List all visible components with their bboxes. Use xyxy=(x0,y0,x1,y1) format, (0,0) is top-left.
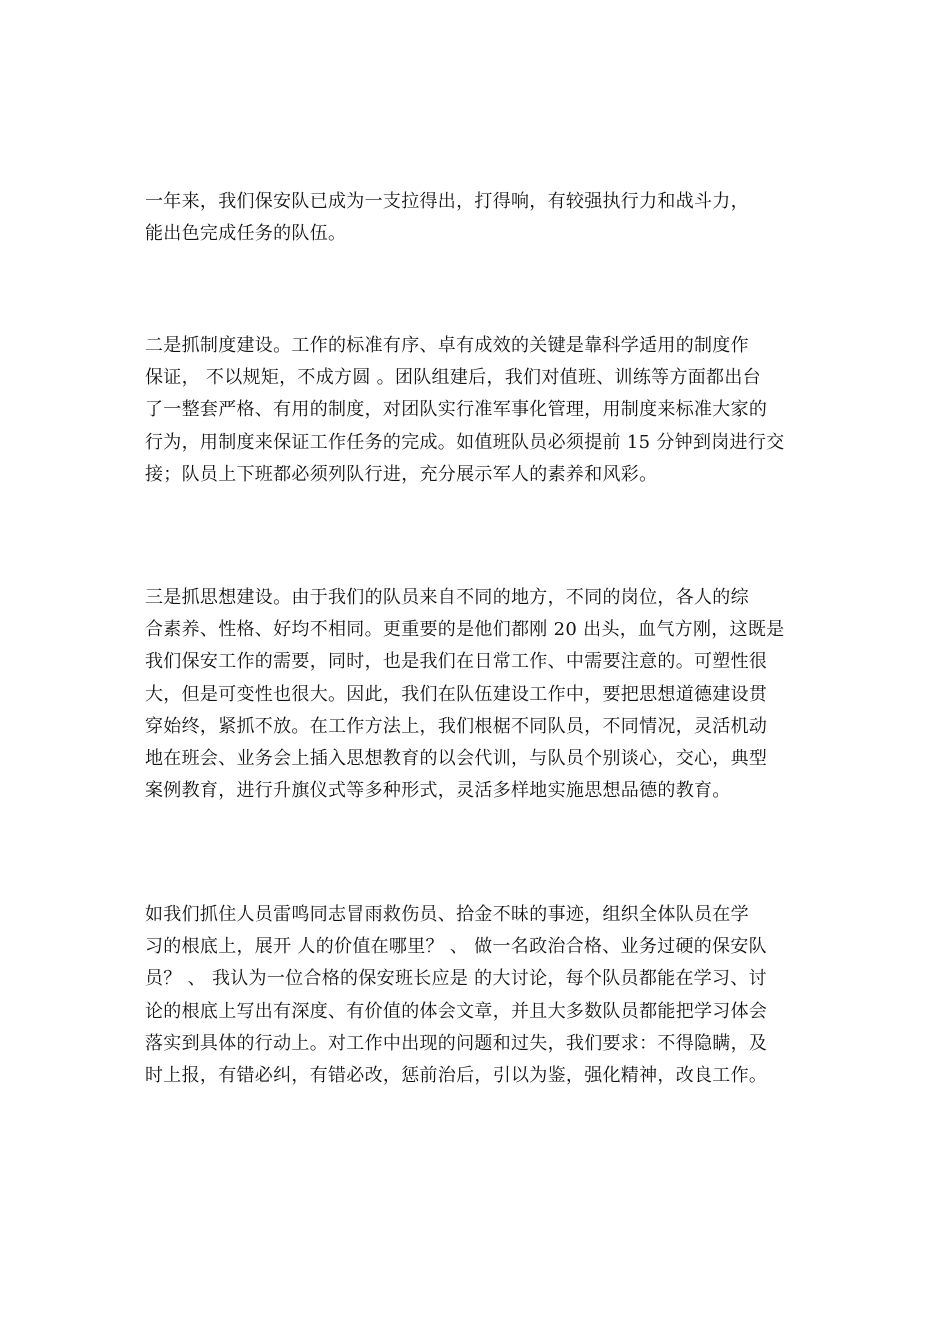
paragraph-line: 如我们抓住人员雷鸣同志冒雨救伤员、拾金不昧的事迹，组织全体队员在学 xyxy=(145,904,749,925)
paragraph-line: 接；队员上下班都必须列队行进，充分展示军人的素养和风彩。 xyxy=(145,463,658,485)
paragraph-line: 三是抓思想建设。由于我们的队员来自不同的地方，不同的岗位，各人的综 xyxy=(145,587,749,608)
paragraph-system-building xyxy=(145,330,810,491)
paragraph-line: 时上报，有错必纠，有错必改，惩前治后，引以为鉴，强化精神，改良工作。 xyxy=(145,1065,768,1087)
paragraph-summary xyxy=(145,186,810,250)
paragraph-line: 地在班会、业务会上插入思想教育的以会代训，与队员个别谈心，交心，典型 xyxy=(145,748,768,770)
paragraph-line: 一年来，我们保安队已成为一支拉得出，打得响，有较强执行力和战斗力， xyxy=(145,191,749,212)
paragraph-line: 穿始终，紧抓不放。在工作方法上，我们根椐不同队员，不同情况，灵活机动 xyxy=(145,715,768,737)
paragraph-line: 习的根底上，展开 人的价值在哪里？ 、 做一名政治合格、业务过硬的保安队 xyxy=(145,936,767,958)
paragraph-line: 能出色完成任务的队伍。 xyxy=(145,223,347,245)
paragraph-line: 落实到具体的行动上。对工作中出现的问题和过失，我们要求：不得隐瞒，及 xyxy=(145,1032,768,1054)
paragraph-line: 我们保安工作的需要，同时，也是我们在日常工作、中需要注意的。可塑性很 xyxy=(145,651,768,673)
paragraph-line: 了一整套严格、有用的制度，对团队实行准军事化管理，用制度来标准大家的 xyxy=(145,399,768,421)
paragraph-line: 论的根底上写出有深度、有价值的体会文章，并且大多数队员都能把学习体会 xyxy=(145,1000,768,1022)
paragraph-example xyxy=(145,899,810,1092)
paragraph-ideological-building xyxy=(145,582,810,807)
paragraph-line: 二是抓制度建设。工作的标准有序、卓有成效的关键是靠科学适用的制度作 xyxy=(145,335,749,356)
paragraph-line: 员？ 、 我认为一位合格的保安班长应是 的大讨论，每个队员都能在学习、讨 xyxy=(145,968,767,990)
paragraph-line: 行为，用制度来保证工作任务的完成。如值班队员必须提前 15 分钟到岗进行交 xyxy=(145,431,785,453)
paragraph-line: 保证， 不以规矩，不成方圆 。团队组建后，我们对值班、训练等方面都出台 xyxy=(145,367,761,389)
paragraph-line: 大，但是可变性也很大。因此，我们在队伍建设工作中，要把思想道德建设贯 xyxy=(145,683,768,705)
paragraph-line: 案例教育，进行升旗仪式等多种形式，灵活多样地实施思想品德的教育。 xyxy=(145,780,731,802)
paragraph-line: 合素养、性格、好均不相同。更重要的是他们都刚 20 出头，血气方刚，这既是 xyxy=(145,619,785,641)
